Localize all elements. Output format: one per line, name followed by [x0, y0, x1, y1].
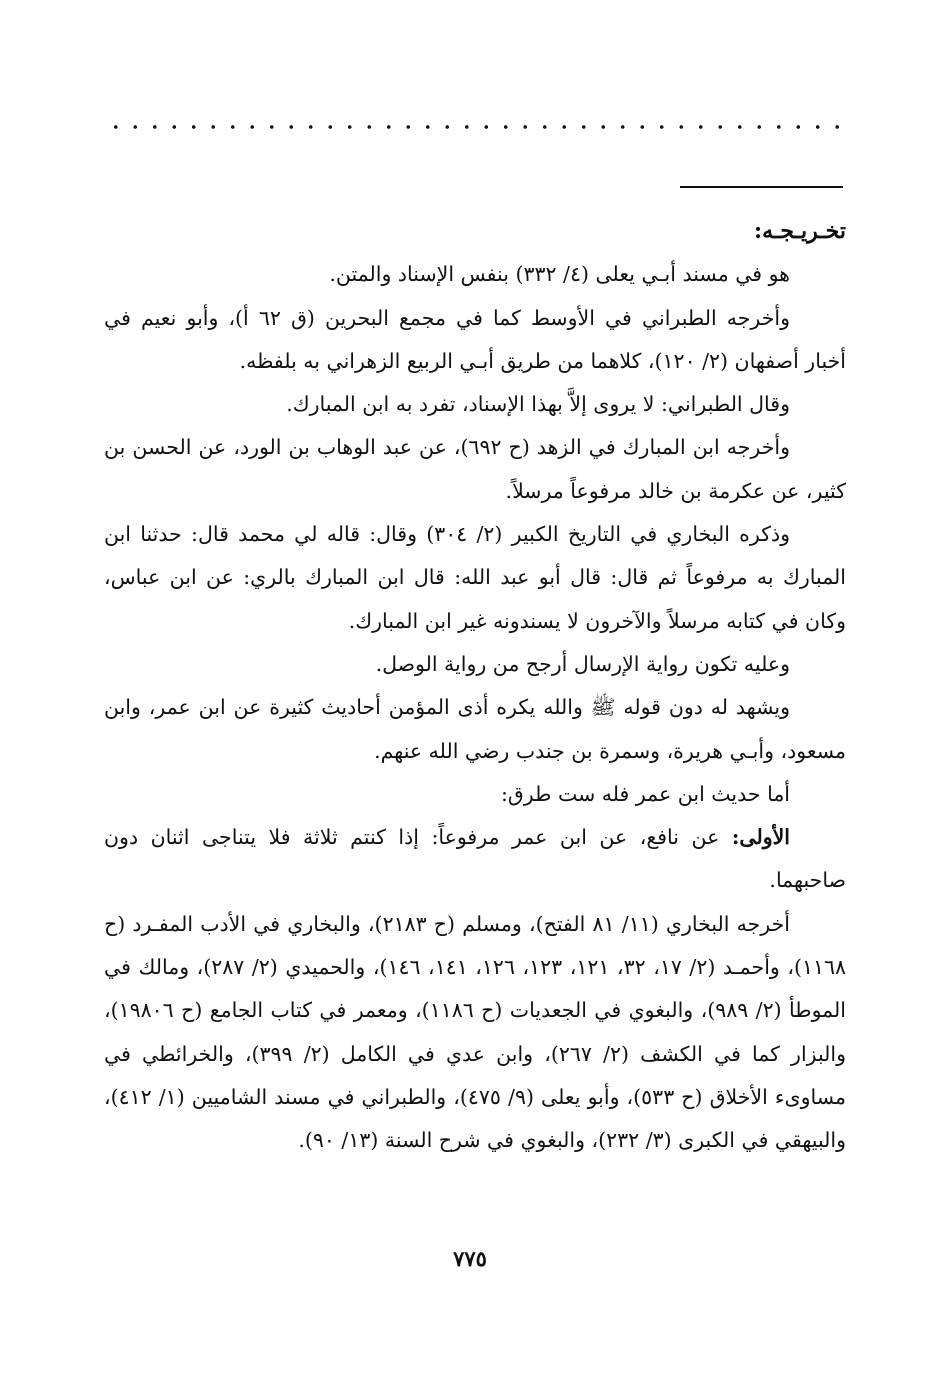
dotted-separator — [106, 124, 842, 130]
takhrij-paragraph: أخرجه البخاري (١١/ ٨١ الفتح)، ومسلم (ح ٢١٨٣)، والبخاري في الأدب المفـرد (ح ١١٦٨)، وأحمـد (٢/ ١٧، ٣٢، ١٢١، ١٢٣، ١٢٦، ١٤١، ١٤٦)، والحميدي (٢/ ٢٨٧)، ومالك في الموطأ (٢/ ٩٨٩)، والبغوي في الجعديات (ح ١١٨٦)، ومعمر في كتاب الجامع (ح ١٩٨٠٦)، والبزار كما في الكشف (٢/ ٢٦٧)، وابن عدي في الكامل (٢/ ٣٩٩)، والخرائطي في مساوىء الأخلاق (ح ٥٣٣)، وأبو يعلى (٩/ ٤٧٥)، والطبراني في مسند الشاميين (١/ ٤١٢)، والبيهقي في الكبرى (٣/ ٢٣٢)، والبغوي في شرح السنة (١٣/ ٩٠). — [104, 911, 847, 1153]
paragraph-3: وقال الطبراني: لا يروى إلاَّ بهذا الإسناد، تفرد به ابن المبارك. — [286, 392, 790, 417]
first-way-label: الأولى: — [731, 825, 790, 850]
footnote-rule — [680, 186, 843, 188]
paragraph-2: وأخرجه الطبراني في الأوسط كما في مجمع البحرين (ق ٦٢ أ)، وأبو نعيم في أخبار أصفهان (٢/ ١٢٠)، كلاهما من طريق أبـي الربيع الزهراني به بلفظه. — [104, 305, 846, 373]
section-heading: تخـريـجـه: — [753, 218, 846, 244]
paragraph-6: وعليه تكون رواية الإرسال أرجح من رواية الوصل. — [375, 651, 790, 676]
paragraph-7: ويشهد له دون قوله ﷺ والله يكره أذى المؤمن أحاديث كثيرة عن ابن عمر، وابن مسعود، وأبـي هريرة، وسمرة بن جندب رضي الله عنهم. — [104, 695, 846, 763]
paragraph-4: وأخرجه ابن المبارك في الزهد (ح ٦٩٢)، عن عبد الوهاب بن الورد، عن الحسن بن كثير، عن عكرمة بن خالد مرفوعاً مرسلاً. — [104, 435, 846, 503]
paragraph-1: هو في مسند أبـي يعلى (٤/ ٣٣٢) بنفس الإسناد والمتن. — [329, 262, 790, 287]
page-number: ٧٧٥ — [453, 1246, 487, 1271]
paragraph-5: وذكره البخاري في التاريخ الكبير (٢/ ٣٠٤) وقال: قاله لي محمد قال: حدثنا ابن المبارك به مرفوعاً ثم قال: قال أبو عبد الله: قال ابن المبارك بالري: عن ابن عباس، وكان في كتابه مرسلاً والآخرون لا يسندونه غير ابن المبارك. — [104, 522, 846, 633]
first-way-text: عن نافع، عن ابن عمر مرفوعاً: إذا كنتم ثلاثة فلا يتناجى اثنان دون صاحبهما. — [104, 825, 846, 893]
paragraph-8: أما حديث ابن عمر فله ست طرق: — [500, 781, 790, 806]
body-text — [104, 210, 846, 1163]
first-way-paragraph — [104, 816, 846, 903]
